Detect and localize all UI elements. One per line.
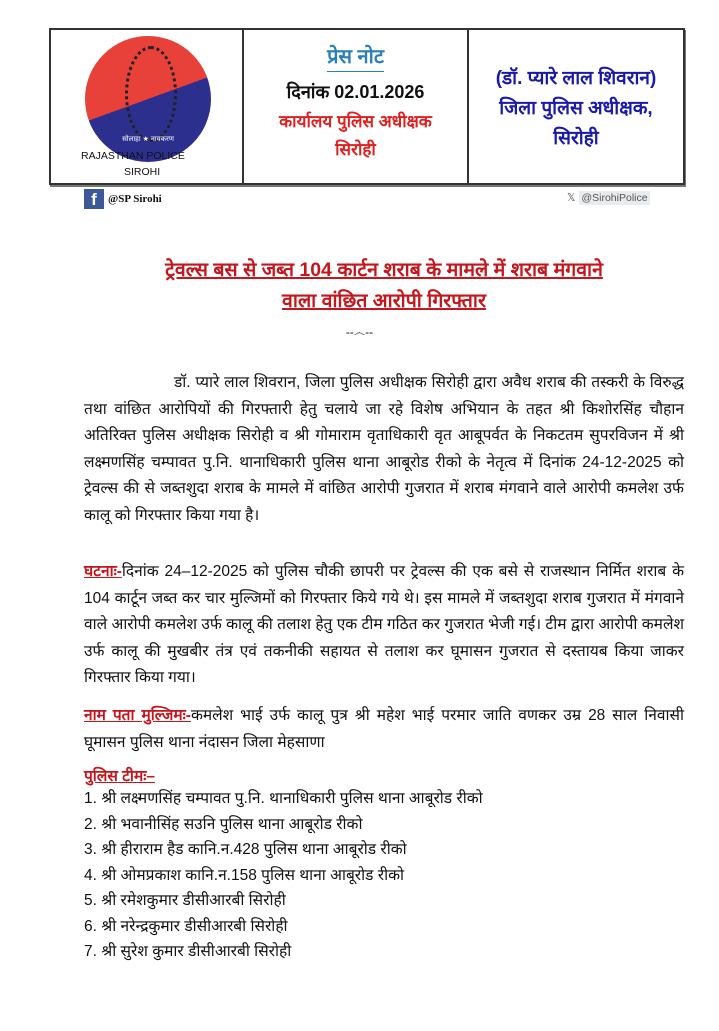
x-handle: @SirohiPolice [581,192,648,204]
facebook-link[interactable] [84,189,162,209]
officer-cell [469,30,683,183]
press-note-cell [244,30,469,183]
incident-paragraph [84,559,684,692]
accused-label: नाम पता मुल्जिमः- [84,707,191,724]
accused-paragraph [84,703,684,756]
team-member: 2. श्री भवानीसिंह सउनि पुलिस थाना आबूरोड रीको [84,815,363,833]
team-member: 5. श्री रमेशकुमार डीसीआरबी सिरोही [84,892,286,909]
facebook-handle: @SP Sirohi [108,193,162,205]
facebook-icon: f [84,189,104,209]
press-note-title: प्रेस नोट [327,42,384,72]
intro-paragraph: डॉ. प्यारे लाल शिवरान, जिला पुलिस अधीक्षक सिरोही द्वारा अवैध शराब की तस्करी के विरुद्ध तथा वांछित आरोपियों की गिरफ्तारी हेतु चलाये जा रहे विशेष अभियान के तहत श्री किशोरसिंह चौहान अतिरिक्त पुलिस अधीक्षक सिरोही व श्री गोमाराम वृताधिकारी वृत आबूपर्वत के निकटतम सुपरविजन में श्री लक्ष्मणसिंह चम्पावत पु.नि. थानाधिकारी पुलिस थाना आबूरोड रीको के नेतृत्व में दिनांक 24-12-2025 को ट्रेवल्स की से जब्तशुदा शराब के मामले में वांछित आरोपी गुजरात में शराब मंगवाने वाले आरोपी कमलेश उर्फ कालू को गिरफ्तार किया गया है। [84,374,684,524]
org-line2: SIROHI [124,166,161,178]
incident-text: दिनांक 24–12-2025 को पुलिस चौकी छापरी पर ट्रेवल्स की एक बसे से राजस्थान निर्मित शराब के 104 कार्टून जब्त कर चार मुल्जिमों को गिरफ्तार किये गये थे। इस मामले में जब्तशुदा शराब गुजरात में मंगवाने वाले आरोपी कमलेश उर्फ कालू की तलाश हेतु एक टीम गठित कर गुजरात भेजी गई। टीम द्वारा आरोपी कमलेश उर्फ कालू की मुखबीर तंत्र एवं तकनीकी सहायत से तलाश कर घूमासन गुजरात से दस्तायब किया जाकर गिरफ्तार किया गया। [84,563,684,686]
org-name [81,148,185,180]
office-line2: सिरोही [335,140,376,159]
team-member: 1. श्री लक्ष्मणसिंह चम्पावत पु.नि. थानाधिकारी पुलिस थाना आबूरोड रीको [84,790,483,807]
team-member: 6. श्री नरेन्द्रकुमार डीसीआरबी सिरोही [84,917,288,935]
logo-motto: सोलाहा ★ नायकरण [122,136,174,143]
press-date: दिनांक 02.01.2026 [286,82,425,102]
team-member: 7. श्री सुरेश कुमार डीसीआरबी सिरोही [84,943,292,960]
officer-title: जिला पुलिस अधीक्षक, [499,98,653,119]
team-member: 3. श्री हीराराम हैड कानि.न.428 पुलिस थाना आबूरोड रीको [84,841,407,858]
officer-name: (डॉ. प्यारे लाल शिवरान) [495,68,657,89]
office-name [244,108,467,164]
letterhead [49,28,685,185]
team-heading: पुलिस टीमः– [84,768,155,785]
org-line1: RAJASTHAN POLICE [81,150,185,162]
headline-line1: ट्रेवल्स बस से जब्त 104 कार्टन शराब के मामले में शराब मंगवाने [165,259,603,281]
x-icon: 𝕏 [567,192,576,204]
officer-place: सिरोही [553,128,599,149]
headline-line2: वाला वांछित आरोपी गिरफ्तार [282,290,486,312]
team-list [84,786,483,965]
accused-text: कमलेश भाई उर्फ कालू पुत्र श्री महेश भाई परमार जाति वणकर उम्र 28 साल निवासी घूमासन पुलिस थाना नंदासन जिला मेहसाणा [84,707,684,751]
police-team [84,764,483,965]
incident-label: घटनाः- [84,563,122,580]
headline [84,255,684,317]
x-link[interactable] [567,191,650,205]
office-line1: कार्यालय पुलिस अधीक्षक [279,112,432,131]
logo-cell [51,30,244,183]
team-member: 4. श्री ओमप्रकाश कानि.न.158 पुलिस थाना आबूरोड रीको [84,866,405,884]
rajasthan-police-logo [85,36,211,162]
ornament-divider: --෴-- [345,325,374,339]
emblem-icon [125,46,177,142]
